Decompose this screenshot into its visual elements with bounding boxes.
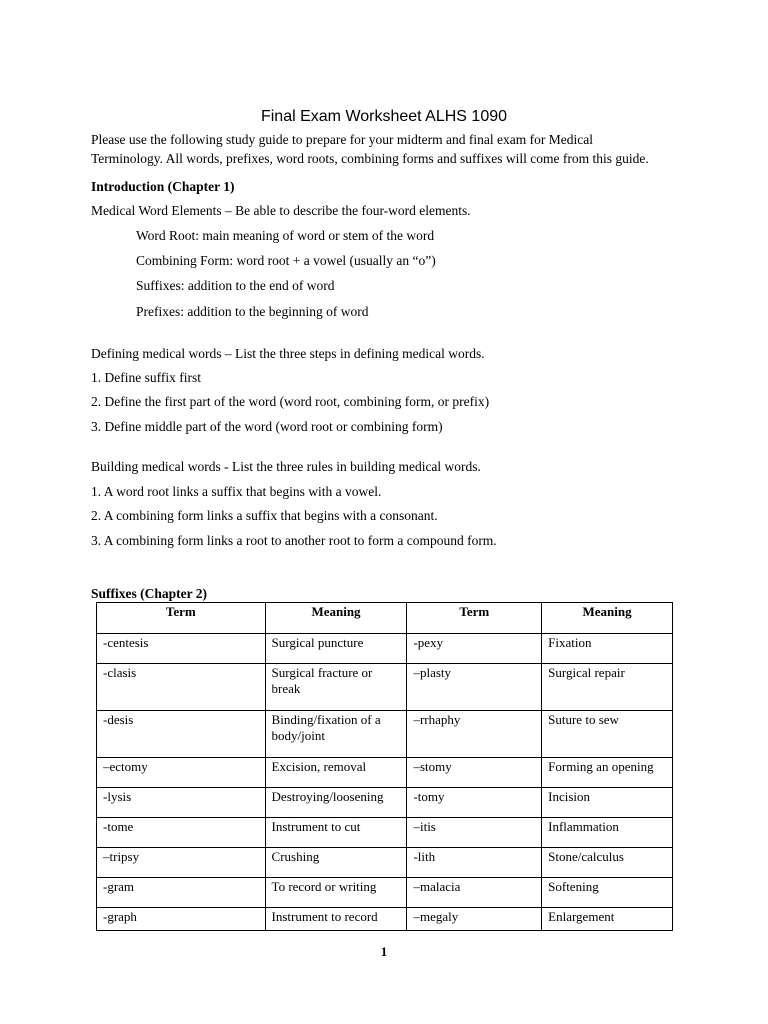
meaning-cell: Fixation: [542, 634, 673, 664]
table-row: [97, 908, 673, 931]
term-cell: -centesis: [97, 634, 266, 664]
table-row: [97, 788, 673, 818]
term-cell: –megaly: [407, 908, 542, 931]
page-title: Final Exam Worksheet ALHS 1090: [260, 108, 508, 125]
table-row: [97, 878, 673, 908]
meaning-cell: To record or writing: [265, 878, 407, 908]
defining-step-1: 1. Define suffix first: [91, 370, 201, 385]
building-prompt: Building medical words - List the three rules in building medical words.: [91, 459, 481, 474]
meaning-cell: Surgical puncture: [265, 634, 407, 664]
meaning-cell: Excision, removal: [265, 758, 407, 788]
meaning-cell: Enlargement: [542, 908, 673, 931]
meaning-cell: Destroying/loosening: [265, 788, 407, 818]
intro-line-2: Terminology. All words, prefixes, word roots, combining forms and suffixes will come from this guide.: [91, 151, 649, 166]
defining-prompt: Defining medical words – List the three steps in defining medical words.: [91, 346, 485, 361]
table-row: [97, 711, 673, 758]
term-cell: -desis: [97, 711, 266, 758]
meaning-cell: Crushing: [265, 848, 407, 878]
term-cell: –rrhaphy: [407, 711, 542, 758]
table-row: [97, 758, 673, 788]
term-cell: -lysis: [97, 788, 266, 818]
term-cell: -pexy: [407, 634, 542, 664]
term-cell: –tripsy: [97, 848, 266, 878]
term-cell: -graph: [97, 908, 266, 931]
table-row: [97, 848, 673, 878]
table-header-row: [97, 603, 673, 634]
term-cell: –malacia: [407, 878, 542, 908]
building-rule-2: 2. A combining form links a suffix that begins with a consonant.: [91, 508, 438, 523]
term-cell: –itis: [407, 818, 542, 848]
table-row: [97, 664, 673, 711]
suffix-table: [96, 602, 673, 931]
element-suffixes: Suffixes: addition to the end of word: [136, 278, 335, 293]
chapter2-heading: Suffixes (Chapter 2): [91, 586, 207, 601]
term-cell: -lith: [407, 848, 542, 878]
meaning-cell: Surgical fracture or break: [265, 664, 407, 711]
meaning-cell: Softening: [542, 878, 673, 908]
term-cell: –ectomy: [97, 758, 266, 788]
header-meaning-2: Meaning: [542, 603, 673, 634]
table-row: [97, 634, 673, 664]
term-cell: -tome: [97, 818, 266, 848]
meaning-cell: Incision: [542, 788, 673, 818]
element-word-root: Word Root: main meaning of word or stem of the word: [136, 228, 435, 243]
meaning-cell: Surgical repair: [542, 664, 673, 711]
meaning-cell: Instrument to cut: [265, 818, 407, 848]
header-term-1: Term: [97, 603, 266, 634]
meaning-cell: Suture to sew: [542, 711, 673, 758]
meaning-cell: Binding/fixation of a body/joint: [265, 711, 407, 758]
defining-step-2: 2. Define the first part of the word (word root, combining form, or prefix): [91, 394, 490, 409]
meaning-cell: Inflammation: [542, 818, 673, 848]
header-meaning-1: Meaning: [265, 603, 407, 634]
chapter1-heading: Introduction (Chapter 1): [91, 179, 235, 194]
term-cell: –plasty: [407, 664, 542, 711]
term-cell: -clasis: [97, 664, 266, 711]
element-prefixes: Prefixes: addition to the beginning of word: [136, 304, 369, 319]
page-number: 1: [380, 944, 388, 959]
elements-prompt: Medical Word Elements – Be able to describe the four-word elements.: [91, 203, 471, 218]
term-cell: –stomy: [407, 758, 542, 788]
table-row: [97, 818, 673, 848]
term-cell: -tomy: [407, 788, 542, 818]
header-term-2: Term: [407, 603, 542, 634]
meaning-cell: Instrument to record: [265, 908, 407, 931]
defining-step-3: 3. Define middle part of the word (word root or combining form): [91, 419, 443, 434]
building-rule-1: 1. A word root links a suffix that begins with a vowel.: [91, 484, 382, 499]
meaning-cell: Forming an opening: [542, 758, 673, 788]
element-combining-form: Combining Form: word root + a vowel (usually an “o”): [136, 253, 436, 268]
meaning-cell: Stone/calculus: [542, 848, 673, 878]
intro-line-1: Please use the following study guide to prepare for your midterm and final exam for Medical: [91, 132, 593, 147]
building-rule-3: 3. A combining form links a root to another root to form a compound form.: [91, 533, 497, 548]
term-cell: -gram: [97, 878, 266, 908]
